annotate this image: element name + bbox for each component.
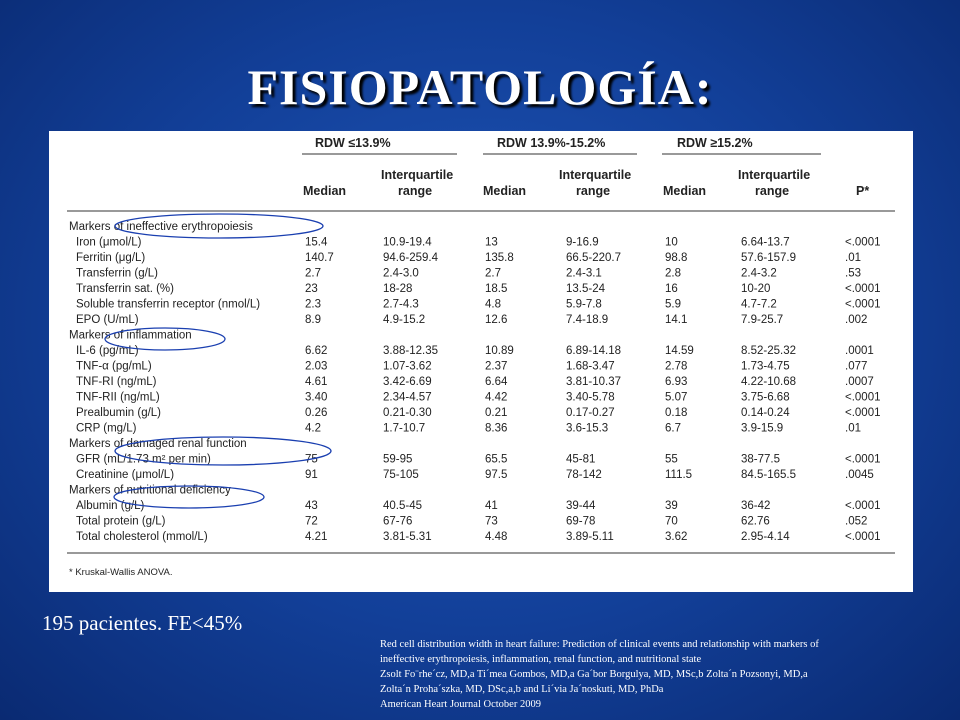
table-cell: .0045 — [845, 469, 874, 481]
section-label: Markers of inflammation — [69, 329, 192, 342]
table-cell: 1.07-3.62 — [383, 360, 432, 373]
table-cell: 4.21 — [305, 531, 328, 543]
table-cell: 4.2 — [305, 422, 321, 435]
table-cell: 5.07 — [665, 391, 688, 404]
col-header-iqr: Interquartile — [738, 168, 811, 182]
table-cell: 78-142 — [566, 469, 602, 481]
table-cell: .077 — [845, 360, 868, 373]
table-cell: 55 — [665, 453, 678, 466]
row-label: Transferrin sat. (%) — [76, 283, 174, 295]
table-cell: 2.8 — [665, 267, 681, 280]
table-row — [76, 376, 874, 388]
table-cell: 0.21 — [485, 407, 508, 419]
table-cell: 70 — [665, 515, 678, 528]
table-cell: 2.95-4.14 — [741, 531, 790, 543]
table-cell: 40.5-45 — [383, 500, 423, 512]
table-row — [76, 314, 867, 326]
table-cell: 4.8 — [485, 298, 501, 311]
table-cell: 3.88-12.35 — [383, 345, 438, 357]
table-cell: 2.03 — [305, 360, 328, 373]
table-cell: 6.62 — [305, 345, 328, 357]
row-label: Total protein (g/L) — [76, 515, 166, 528]
table-cell: 98.8 — [665, 252, 688, 264]
row-label: Total cholesterol (mmol/L) — [76, 531, 208, 543]
table-cell: 3.75-6.68 — [741, 391, 790, 404]
table-cell: 0.14-0.24 — [741, 407, 790, 419]
section-row — [69, 221, 253, 233]
table-cell: 4.22-10.68 — [741, 376, 796, 388]
table-cell: 13 — [485, 236, 498, 249]
table-cell: 10.89 — [485, 345, 514, 357]
row-label: Soluble transferrin receptor (nmol/L) — [76, 298, 261, 311]
table-row — [76, 299, 881, 311]
table-row — [76, 345, 874, 357]
table-footnote: * Kruskal-Wallis ANOVA. — [69, 567, 173, 578]
table-cell: .53 — [845, 267, 861, 280]
table-cell: 18-28 — [383, 283, 413, 295]
group-header-rdw-low: RDW ≤13.9% — [315, 136, 391, 150]
table-cell: 18.5 — [485, 283, 508, 295]
table-cell: 3.9-15.9 — [741, 422, 784, 435]
table-cell: 6.64 — [485, 376, 508, 388]
data-table-image — [49, 131, 913, 592]
table-cell: 6.89-14.18 — [566, 345, 621, 357]
table-cell: <.0001 — [845, 298, 881, 311]
col-header-iqr-range: range — [576, 184, 611, 198]
table-row — [76, 407, 881, 419]
group-header-rdw-high: RDW ≥15.2% — [677, 136, 753, 150]
table-cell: 15.4 — [305, 236, 328, 249]
table-cell: 3.40 — [305, 391, 328, 404]
table-row — [76, 361, 867, 373]
table-cell: 2.34-4.57 — [383, 391, 432, 404]
table-row — [76, 423, 861, 435]
row-label: Iron (μmol/L) — [76, 236, 142, 249]
table-cell: 13.5-24 — [566, 283, 606, 295]
col-header-median: Median — [303, 184, 347, 198]
section-row — [69, 330, 192, 342]
table-row — [76, 268, 861, 280]
col-header-median: Median — [483, 184, 527, 198]
table-row — [76, 500, 881, 512]
table-cell: 3.81-10.37 — [566, 376, 621, 388]
table-cell: .0007 — [845, 376, 874, 388]
table-cell: <.0001 — [845, 283, 881, 295]
table-cell: 3.42-6.69 — [383, 376, 432, 388]
table-cell: 1.68-3.47 — [566, 360, 615, 373]
table-cell: <.0001 — [845, 407, 881, 419]
table-cell: 111.5 — [665, 469, 693, 481]
table-cell: <.0001 — [845, 531, 881, 543]
table-cell: 3.81-5.31 — [383, 531, 432, 543]
table-cell: 69-78 — [566, 515, 596, 528]
table-cell: 7.9-25.7 — [741, 314, 784, 326]
table-cell: 0.26 — [305, 407, 328, 419]
section-label: Markers of nutritional deficiency — [69, 484, 231, 497]
table-cell: 5.9 — [665, 298, 681, 311]
table-cell: 135.8 — [485, 252, 514, 264]
table-cell: 84.5-165.5 — [741, 469, 796, 481]
table-cell: .0001 — [845, 345, 874, 357]
patients-note: 195 pacientes. FE<45% — [42, 611, 243, 635]
table-cell: 10.9-19.4 — [383, 236, 432, 249]
table-cell: .01 — [845, 252, 861, 264]
table-cell: .01 — [845, 422, 861, 435]
col-header-iqr-range: range — [755, 184, 790, 198]
table-cell: 75-105 — [383, 469, 419, 481]
table-cell: 2.3 — [305, 298, 321, 311]
table-cell: 2.4-3.2 — [741, 267, 777, 280]
table-row — [76, 392, 881, 404]
table-cell: 140.7 — [305, 252, 334, 264]
table-cell: 8.36 — [485, 422, 508, 435]
row-label: EPO (U/mL) — [76, 314, 139, 326]
table-cell: 73 — [485, 515, 498, 528]
table-cell: 2.4-3.1 — [566, 267, 602, 280]
table-row — [76, 531, 881, 543]
table-cell: 59-95 — [383, 453, 413, 466]
table-cell: 1.73-4.75 — [741, 360, 790, 373]
table-cell: 57.6-157.9 — [741, 252, 796, 264]
row-label: TNF-RII (ng/mL) — [76, 391, 160, 404]
table-cell: 2.37 — [485, 360, 508, 373]
table-cell: 6.7 — [665, 422, 681, 435]
table-cell: 0.17-0.27 — [566, 407, 615, 419]
table-cell: 4.7-7.2 — [741, 298, 777, 311]
citation-line: ineffective erythropoiesis, inflammation, renal function, and nutritional state — [380, 654, 702, 665]
table-cell: 8.9 — [305, 314, 321, 326]
table-cell: 16 — [665, 283, 678, 295]
table-cell: .002 — [845, 314, 868, 326]
results-table — [49, 131, 913, 592]
group-header-rdw-mid: RDW 13.9%-15.2% — [497, 136, 606, 150]
table-cell: 6.64-13.7 — [741, 236, 790, 249]
slide-title: FISIOPATOLOGÍA: — [247, 59, 713, 115]
table-cell: 10 — [665, 236, 678, 249]
table-cell: 3.40-5.78 — [566, 391, 615, 404]
table-cell: 91 — [305, 469, 318, 481]
table-cell: 67-76 — [383, 515, 413, 528]
table-cell: <.0001 — [845, 453, 881, 466]
table-row — [76, 283, 881, 295]
citation-line: Zsolt Fo¨rhe´cz, MD,a Ti´mea Gombos, MD,a Ga´bor Borgulya, MD, MSc,b Zolta´n Pozsonyi, MD,a — [380, 669, 808, 680]
table-cell: 14.59 — [665, 345, 694, 357]
table-cell: <.0001 — [845, 236, 881, 249]
section-label: Markers of damaged renal function — [69, 438, 247, 450]
citation-line: Red cell distribution width in heart failure: Prediction of clinical events and relationship with markers of — [380, 639, 819, 650]
table-cell: 23 — [305, 283, 318, 295]
table-cell: .052 — [845, 515, 868, 528]
table-cell: <.0001 — [845, 391, 881, 404]
table-cell: 2.7 — [305, 267, 321, 280]
table-row — [76, 454, 881, 466]
table-cell: 2.78 — [665, 360, 688, 373]
col-header-iqr: Interquartile — [381, 168, 454, 182]
table-cell: 97.5 — [485, 469, 508, 481]
table-cell: 4.42 — [485, 391, 508, 404]
table-cell: 38-77.5 — [741, 453, 781, 466]
row-label: Creatinine (μmol/L) — [76, 469, 175, 481]
col-header-median: Median — [663, 184, 707, 198]
table-cell: 3.6-15.3 — [566, 422, 609, 435]
table-cell: 1.7-10.7 — [383, 422, 426, 435]
table-cell: 41 — [485, 500, 498, 512]
table-cell: 3.89-5.11 — [566, 531, 614, 543]
row-label: CRP (mg/L) — [76, 422, 137, 435]
table-cell: 0.21-0.30 — [383, 407, 432, 419]
table-cell: 65.5 — [485, 453, 508, 466]
table-cell: 12.6 — [485, 314, 508, 326]
row-label: GFR (mL/1.73 m² per min) — [76, 453, 211, 466]
table-cell: 7.4-18.9 — [566, 314, 609, 326]
row-label: Prealbumin (g/L) — [76, 407, 162, 419]
table-cell: 62.76 — [741, 515, 770, 528]
table-cell: 75 — [305, 453, 318, 466]
table-cell: 94.6-259.4 — [383, 252, 438, 264]
table-cell: 2.4-3.0 — [383, 267, 419, 280]
table-cell: 3.62 — [665, 531, 688, 543]
table-cell: 36-42 — [741, 500, 771, 512]
table-cell: 45-81 — [566, 453, 596, 466]
table-cell: 5.9-7.8 — [566, 298, 602, 311]
table-cell: 4.61 — [305, 376, 328, 388]
table-cell: <.0001 — [845, 500, 881, 512]
table-row — [76, 516, 867, 528]
row-label: Ferritin (μg/L) — [76, 252, 146, 264]
table-row — [76, 252, 861, 264]
table-cell: 14.1 — [665, 314, 688, 326]
table-cell: 9-16.9 — [566, 236, 599, 249]
table-cell: 72 — [305, 515, 318, 528]
table-cell: 66.5-220.7 — [566, 252, 621, 264]
citation-line: American Heart Journal October 2009 — [380, 699, 541, 710]
col-header-iqr: Interquartile — [559, 168, 632, 182]
citation — [380, 637, 920, 712]
row-label: IL-6 (pg/mL) — [76, 345, 139, 357]
citation-line: Zolta´n Proha´szka, MD, DSc,a,b and Li´via Ja´noskuti, MD, PhDa — [380, 684, 664, 695]
table-row — [76, 469, 874, 481]
table-cell: 43 — [305, 500, 318, 512]
table-cell: 10-20 — [741, 283, 771, 295]
table-cell: 4.9-15.2 — [383, 314, 426, 326]
table-cell: 6.93 — [665, 376, 688, 388]
row-label: Transferrin (g/L) — [76, 267, 159, 280]
col-header-p: P* — [856, 184, 870, 198]
row-label: TNF-RI (ng/mL) — [76, 376, 157, 388]
row-label: TNF-α (pg/mL) — [76, 360, 152, 373]
table-cell: 2.7-4.3 — [383, 298, 419, 311]
row-label: Albumin (g/L) — [76, 500, 145, 512]
table-body — [69, 221, 881, 543]
table-cell: 4.48 — [485, 531, 508, 543]
table-cell: 39 — [665, 500, 678, 512]
table-cell: 2.7 — [485, 267, 501, 280]
table-cell: 0.18 — [665, 407, 688, 419]
table-cell: 8.52-25.32 — [741, 345, 796, 357]
table-cell: 39-44 — [566, 500, 596, 512]
col-header-iqr-range: range — [398, 184, 433, 198]
section-label: Markers of ineffective erythropoiesis — [69, 221, 253, 233]
